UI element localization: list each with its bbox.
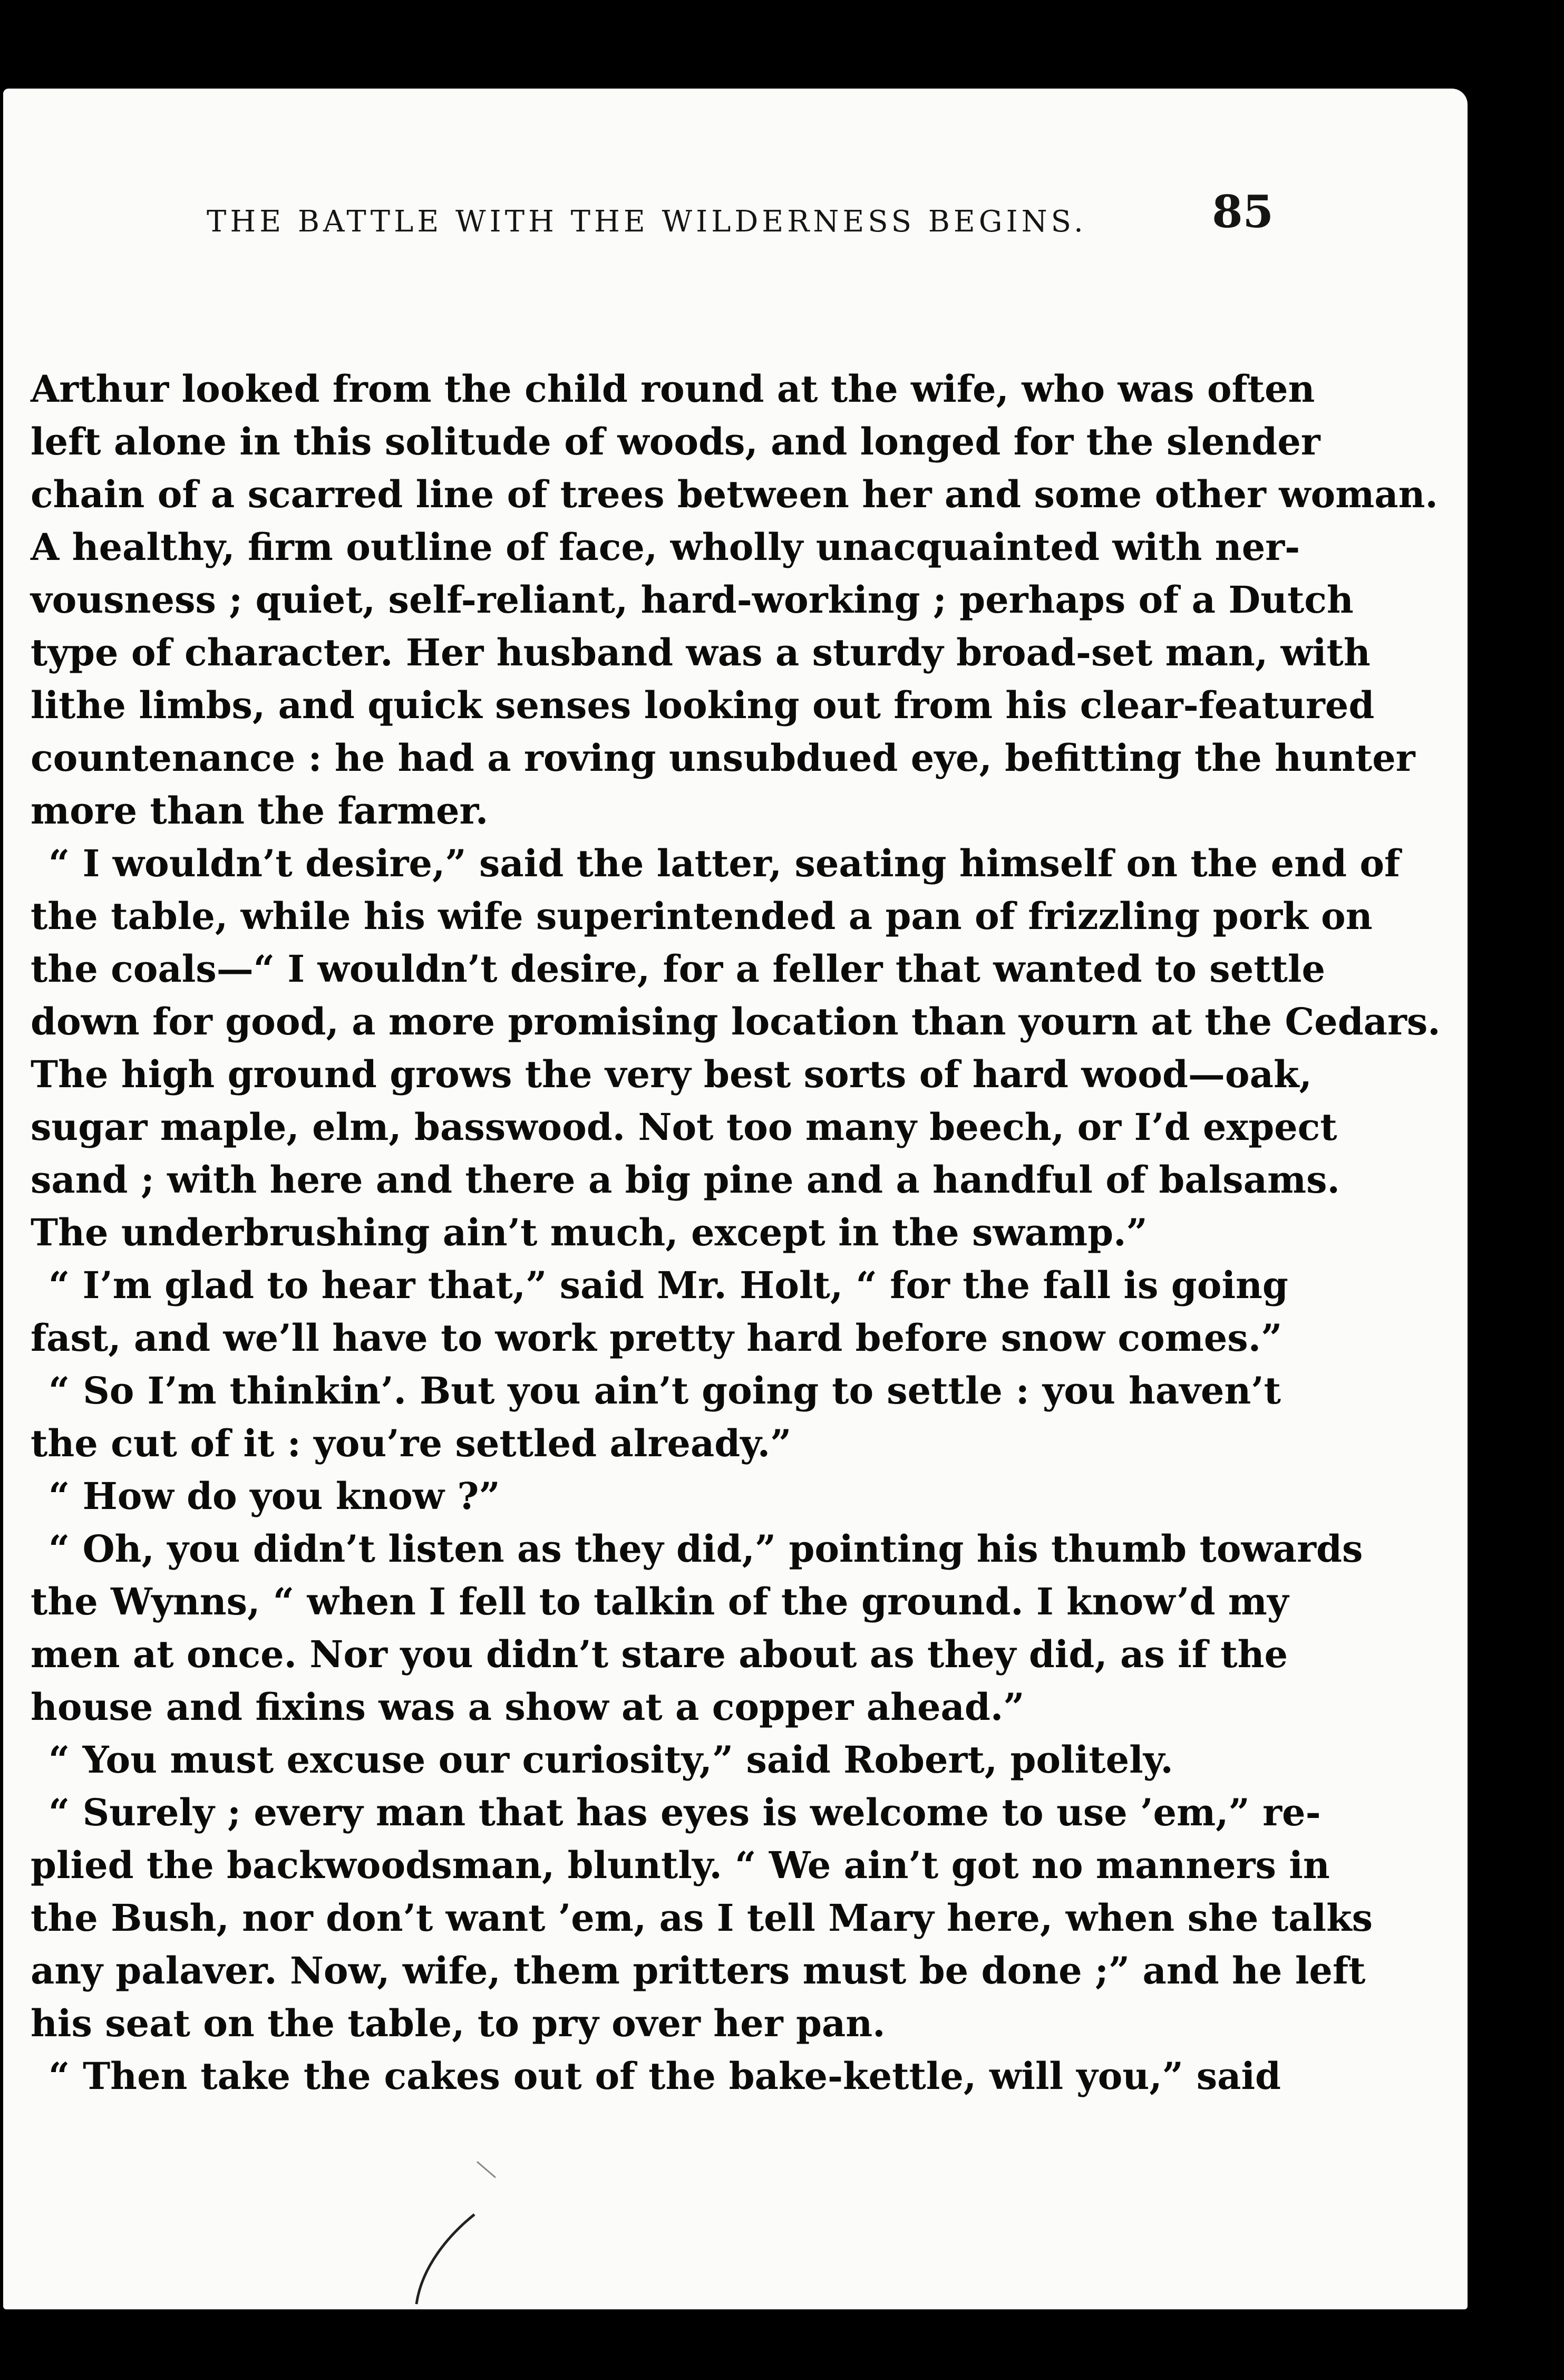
text-line: “ Then take the cakes out of the bake-kettle, will you,” said [48,2054,1281,2098]
text-line: Arthur looked from the child round at the wife, who was often [31,367,1315,411]
text-line: The high ground grows the very best sorts of hard wood—oak, [31,1052,1312,1096]
text-line: plied the backwoodsman, bluntly. “ We ain’t got no manners in [31,1843,1330,1887]
text-line: The underbrushing ain’t much, except in the swamp.” [31,1211,1148,1254]
text-line: “ I’m glad to hear that,” said Mr. Holt, “ for the fall is going [48,1263,1288,1307]
text-line: “ You must excuse our curiosity,” said Robert, politely. [48,1738,1173,1782]
page-header [198,186,1274,254]
text-line: chain of a scarred line of trees between her and some other woman. [31,472,1438,516]
text-line: “ How do you know ?” [48,1474,500,1518]
text-line: A healthy, firm outline of face, wholly unacquainted with ner- [31,525,1300,569]
text-line: vousness ; quiet, self-reliant, hard-working ; perhaps of a Dutch [31,578,1354,622]
text-line: left alone in this solitude of woods, and longed for the slender [31,420,1320,463]
text-line: countenance : he had a roving unsubdued eye, befitting the hunter [31,736,1415,780]
text-line: fast, and we’ll have to work pretty hard before snow comes.” [31,1316,1283,1360]
text-line: house and fixins was a show at a copper ahead.” [31,1685,1025,1729]
text-line: type of character. Her husband was a sturdy broad-set man, with [31,631,1371,674]
text-line: “ I wouldn’t desire,” said the latter, seating himself on the end of [48,841,1401,885]
text-line: the table, while his wife superintended a pan of frizzling pork on [31,894,1373,938]
text-line: the coals—“ I wouldn’t desire, for a feller that wanted to settle [31,947,1326,991]
text-line: sugar maple, elm, basswood. Not too many beech, or I’d expect [31,1105,1337,1149]
page-number: 85 [1212,186,1274,238]
text-line: sand ; with here and there a big pine and a handful of balsams. [31,1158,1340,1202]
pen-stroke-mark [401,2209,485,2309]
text-line: men at once. Nor you didn’t stare about as they did, as if the [31,1632,1288,1676]
body-text [31,363,1441,2103]
text-line: lithe limbs, and quick senses looking out from his clear-featured [31,683,1375,727]
text-line: “ So I’m thinkin’. But you ain’t going to settle : you haven’t [48,1369,1281,1412]
text-line: any palaver. Now, wife, them pritters must be done ;” and he left [31,1949,1366,1992]
text-line: the Wynns, “ when I fell to talkin of the ground. I know’d my [31,1580,1289,1623]
text-line: “ Surely ; every man that has eyes is welcome to use ’em,” re- [48,1791,1321,1834]
text-line: his seat on the table, to pry over her pan. [31,2001,886,2045]
text-line: the cut of it : you’re settled already.” [31,1421,792,1465]
running-head: THE BATTLE WITH THE WILDERNESS BEGINS. [207,205,1087,239]
speck-mark [474,2156,506,2188]
text-line: down for good, a more promising location than yourn at the Cedars. [31,1000,1441,1043]
text-line: the Bush, nor don’t want ’em, as I tell Mary here, when she talks [31,1896,1373,1940]
text-line: more than the farmer. [31,789,489,833]
text-line: “ Oh, you didn’t listen as they did,” pointing his thumb towards [48,1527,1363,1571]
